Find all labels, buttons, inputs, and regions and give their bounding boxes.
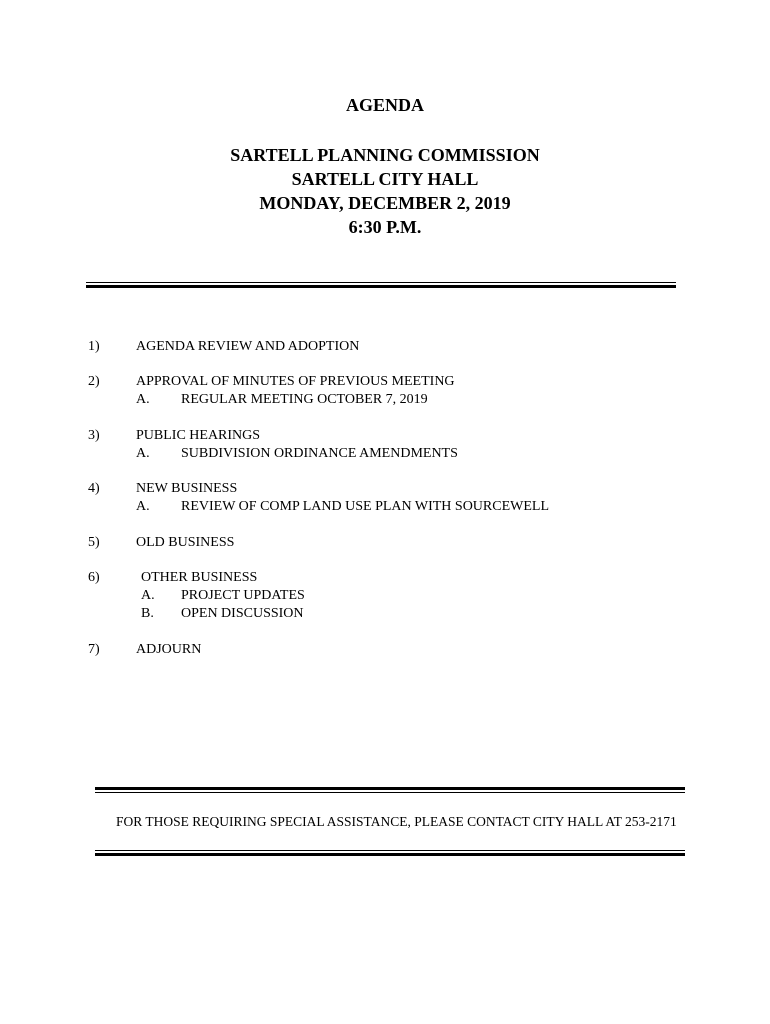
item-title: ADJOURN (136, 642, 202, 657)
subitem-letter: A. (136, 446, 150, 461)
subitem-text: PROJECT UPDATES (181, 588, 305, 603)
item-title: OTHER BUSINESS (141, 570, 258, 585)
assistance-notice: FOR THOSE REQUIRING SPECIAL ASSISTANCE, PLEASE CONTACT CITY HALL AT 253-2171 (116, 814, 677, 829)
subitem-letter: B. (141, 606, 154, 621)
item-number: 6) (88, 570, 100, 585)
item-number: 2) (88, 374, 100, 389)
subitem-text: OPEN DISCUSSION (181, 606, 304, 621)
subitem-text: REVIEW OF COMP LAND USE PLAN WITH SOURCEWELL (181, 499, 550, 514)
meeting-info (0, 143, 770, 239)
item-number: 3) (88, 428, 100, 443)
item-title: AGENDA REVIEW AND ADOPTION (136, 339, 360, 354)
meeting-time: 6:30 P.M. (348, 217, 422, 237)
item-number: 4) (88, 481, 100, 496)
header-divider (86, 282, 676, 288)
meeting-location: SARTELL CITY HALL (291, 169, 479, 189)
footer-divider-top (95, 787, 685, 793)
agenda-title: AGENDA (345, 95, 424, 115)
subitem-text: SUBDIVISION ORDINANCE AMENDMENTS (181, 446, 458, 461)
subitem-letter: A. (141, 588, 155, 603)
footer-divider-bottom (95, 850, 685, 856)
item-title: APPROVAL OF MINUTES OF PREVIOUS MEETING (136, 374, 455, 389)
subitem-text: REGULAR MEETING OCTOBER 7, 2019 (181, 392, 428, 407)
item-number: 1) (88, 339, 100, 354)
item-number: 7) (88, 642, 100, 657)
item-title: NEW BUSINESS (136, 481, 238, 496)
subitem-letter: A. (136, 499, 150, 514)
item-title: OLD BUSINESS (136, 535, 235, 550)
item-number: 5) (88, 535, 100, 550)
meeting-date: MONDAY, DECEMBER 2, 2019 (259, 193, 511, 213)
item-title: PUBLIC HEARINGS (136, 428, 261, 443)
commission-name: SARTELL PLANNING COMMISSION (230, 145, 540, 165)
subitem-letter: A. (136, 392, 150, 407)
